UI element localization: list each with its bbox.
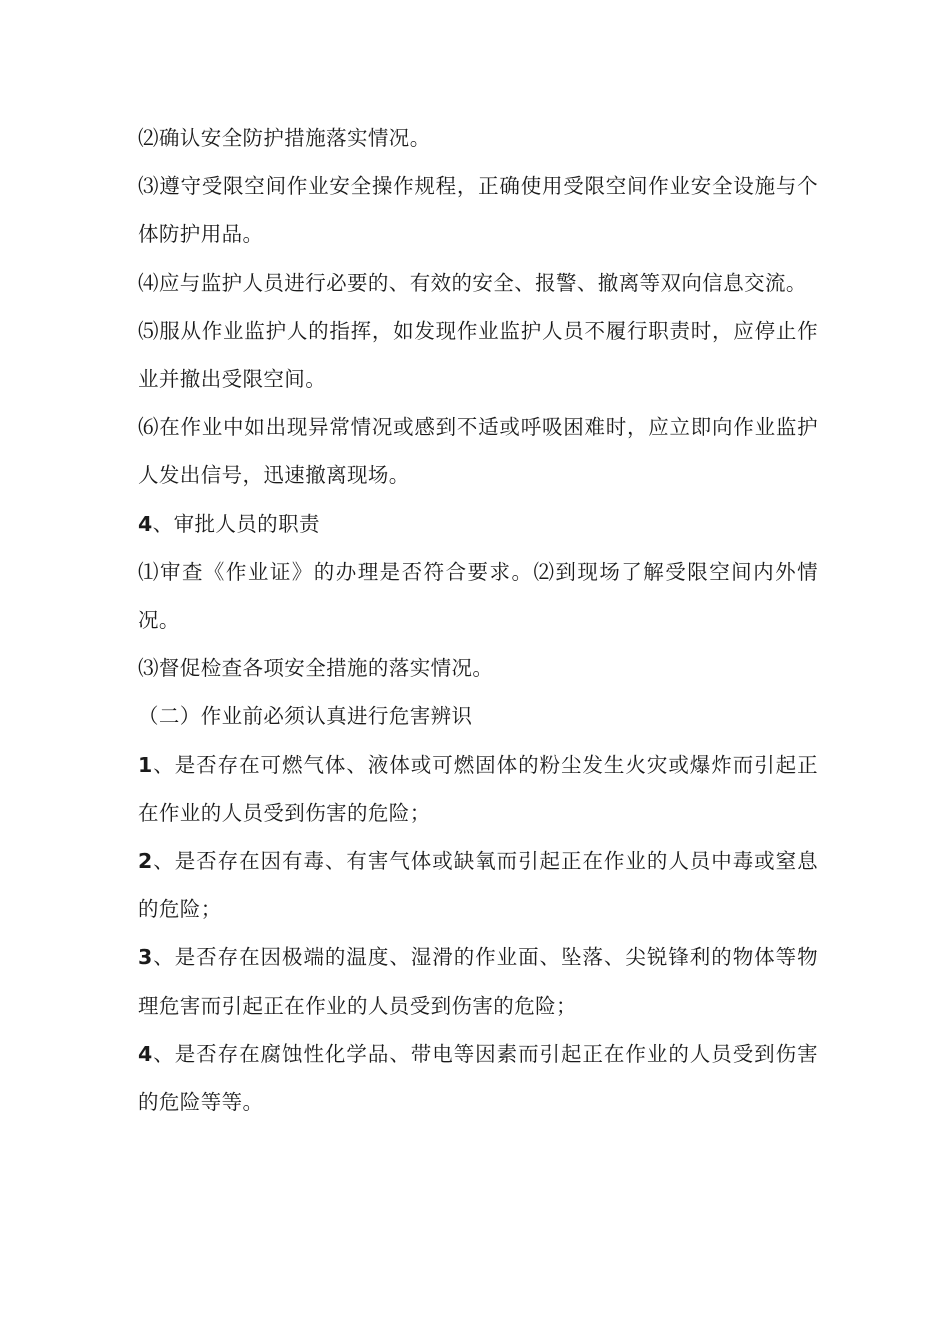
hazard-item-4 [138, 1030, 818, 1126]
hazard-text-2: 、是否存在因有毒、有害气体或缺氧而引起正在作业的人员中毒或窒息的危险； [138, 849, 818, 922]
hazard-item-3 [138, 933, 818, 1029]
hazard-number-4: 4 [138, 1041, 153, 1066]
hazard-text-1: 、是否存在可燃气体、液体或可燃固体的粉尘发生火灾或爆炸而引起正在作业的人员受到伤害的危险； [138, 752, 818, 825]
paragraph-item-4: ⑷应与监护人员进行必要的、有效的安全、报警、撤离等双向信息交流。 [138, 270, 807, 295]
approver-item-3: ⑶督促检查各项安全措施的落实情况。 [138, 656, 494, 681]
hazard-item-2 [138, 837, 818, 933]
hazard-number-3: 3 [138, 945, 153, 970]
hazard-text-4: 、是否存在腐蚀性化学品、带电等因素而引起正在作业的人员受到伤害的危险等等。 [138, 1041, 818, 1115]
paragraph-item-2: ⑵确认安全防护措施落实情况。 [138, 126, 431, 150]
hazard-text-3: 、是否存在因极端的温度、湿滑的作业面、坠落、尖锐锋利的物体等物理危害而引起正在作业的人员受到伤害的危险； [138, 945, 818, 1018]
paragraph-item-3: ⑶遵守受限空间作业安全操作规程，正确使用受限空间作业安全设施与个体防护用品。 [138, 174, 818, 247]
section-4-number: 4 [138, 511, 153, 536]
section-4-title: 、审批人员的职责 [152, 511, 320, 536]
document-body [138, 114, 818, 1126]
hazard-number-2: 2 [138, 849, 153, 874]
hazard-item-1 [138, 741, 818, 837]
hazard-number-1: 1 [138, 752, 153, 777]
approver-item-1-2: ⑴审查《作业证》的办理是否符合要求。⑵到现场了解受限空间内外情况。 [138, 559, 818, 633]
section-4-heading [138, 500, 818, 548]
paragraph-item-5: ⑸服从作业监护人的指挥，如发现作业监护人员不履行职责时，应停止作业并撤出受限空间。 [138, 318, 818, 392]
paragraph-item-6: ⑹在作业中如出现异常情况或感到不适或呼吸困难时，应立即向作业监护人发出信号，迅速撤离现场。 [138, 415, 818, 488]
part-2-heading: （二）作业前必须认真进行危害辨识 [138, 704, 473, 729]
